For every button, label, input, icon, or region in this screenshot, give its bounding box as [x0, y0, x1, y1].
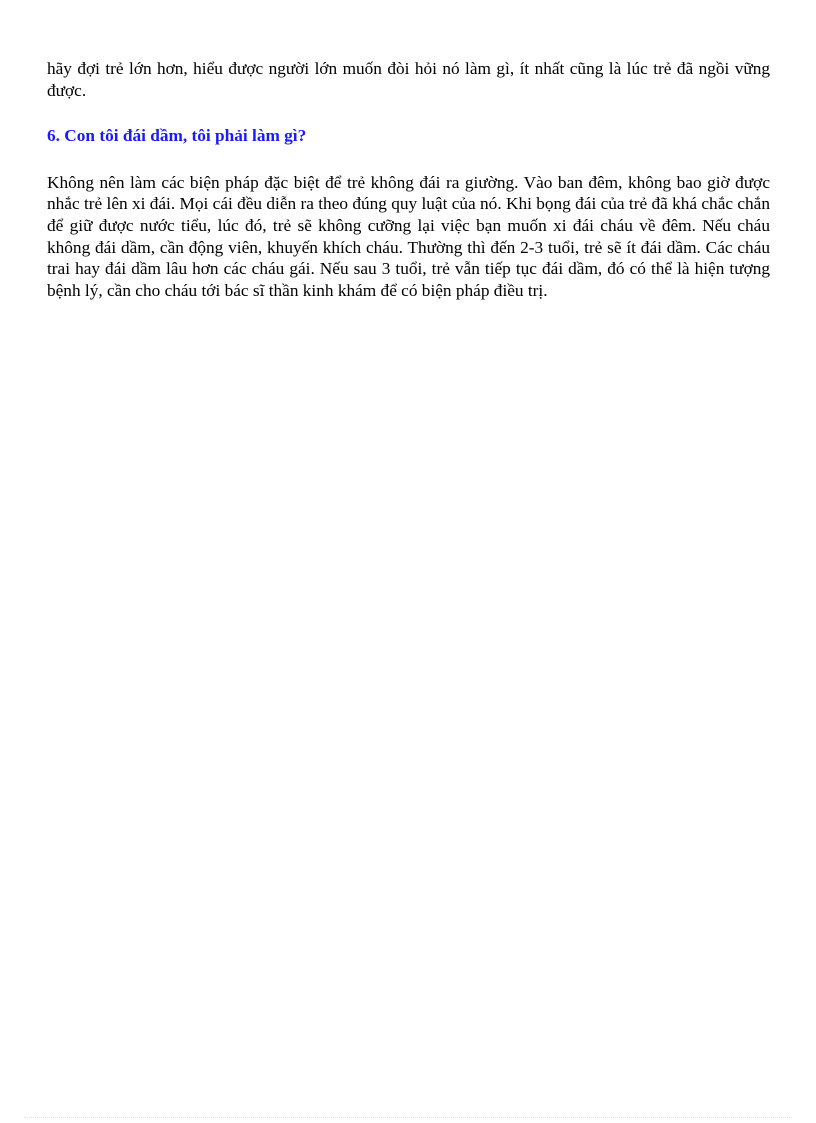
section-heading: 6. Con tôi đái dầm, tôi phải làm gì?	[47, 126, 307, 146]
document-page	[47, 58, 770, 301]
section-paragraph: Không nên làm các biện pháp đặc biệt để trẻ không đái ra giường. Vào ban đêm, không bao giờ được nhắc trẻ lên xi đái. Mọi cái đều diễn ra theo đúng quy luật của nó. Khi bọng đái của trẻ đã khá chắc chắn để giữ được nước tiểu, lúc đó, trẻ sẽ không cưỡng lại việc bạn muốn xi đái cháu về đêm. Nếu cháu không đái dầm, cần động viên, khuyến khích cháu. Thường thì đến 2-3 tuổi, trẻ sẽ ít đái dầm. Các cháu trai hay đái dầm lâu hơn các cháu gái. Nếu sau 3 tuổi, trẻ vẫn tiếp tục đái dầm, đó có thể là hiện tượng bệnh lý, cần cho cháu tới bác sĩ thần kinh khám để có biện pháp điều trị.	[47, 172, 770, 300]
page-bottom-divider	[24, 1117, 792, 1118]
continued-paragraph: hãy đợi trẻ lớn hơn, hiểu được người lớn muốn đòi hỏi nó làm gì, ít nhất cũng là lúc trẻ đã ngồi vững được.	[47, 59, 770, 100]
